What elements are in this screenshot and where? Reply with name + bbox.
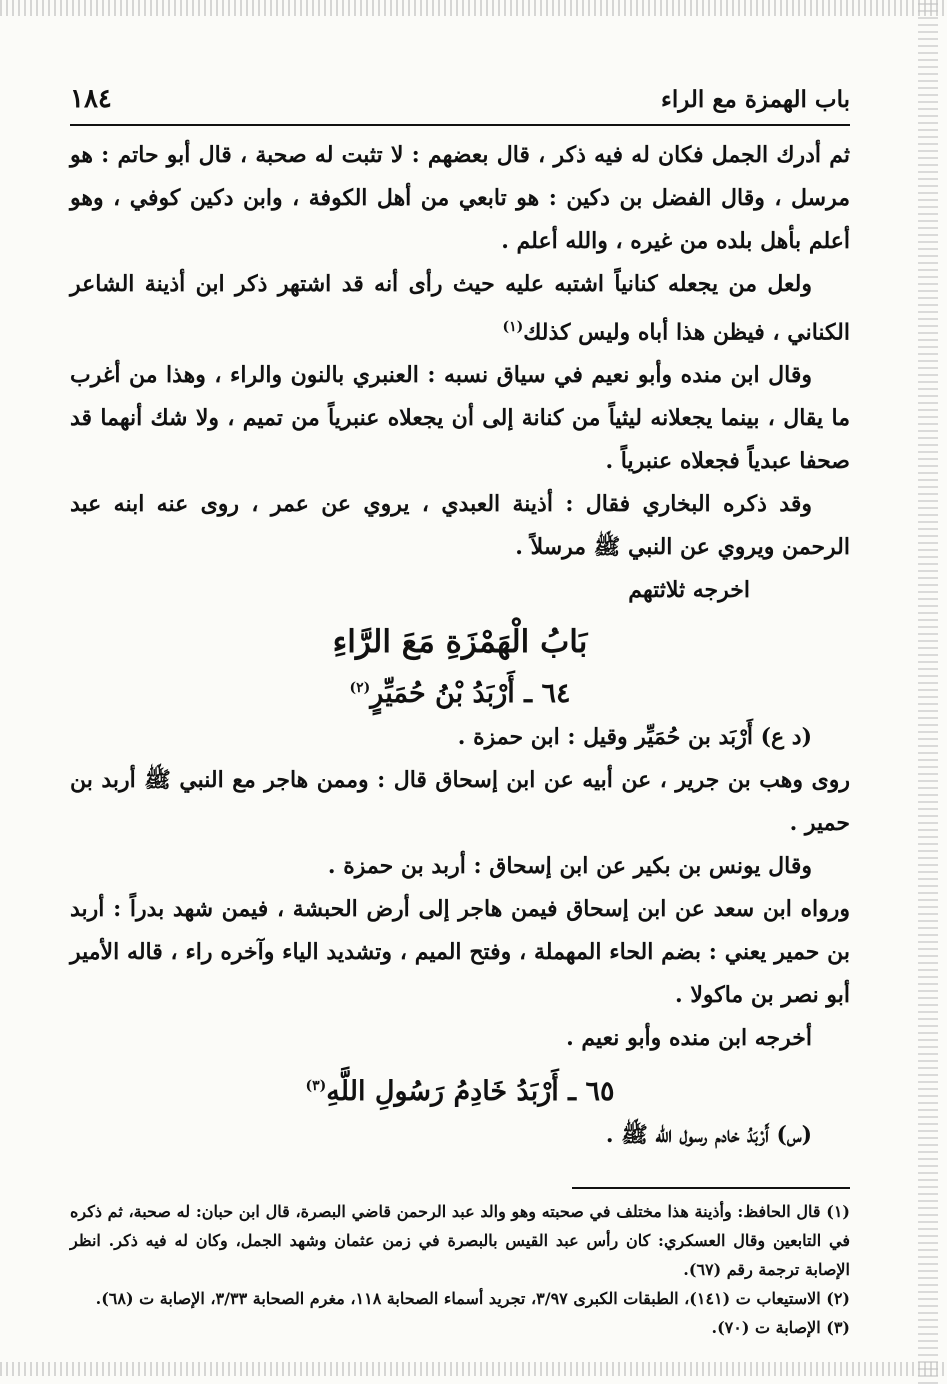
paragraph: وقال ابن منده وأبو نعيم في سياق نسبه : العنبري بالنون والراء ، وهذا من أغرب ما يقال ، بينما يجعلانه ليثياً من كنانة إلى أن يجعلاه عنبرياً من تميم ، ولا شك أنهما قد صحفا عبدياً فجعلاه عنبرياً . — [70, 362, 850, 475]
outro-line: اخرجه ثلاثتهم — [628, 577, 750, 604]
entry-title-64 — [70, 666, 850, 716]
running-title: باب الهمزة مع الراء — [661, 86, 850, 113]
decorative-border-right — [918, 0, 938, 1384]
entry-title-65 — [70, 1064, 850, 1114]
section-title: بَابُ الْهَمْزَةِ مَعَ الرَّاءِ — [332, 624, 588, 661]
book-page — [70, 84, 850, 1342]
footnote-ref: (١) — [502, 319, 524, 335]
footnote-divider — [572, 1187, 850, 1189]
entry-title-text: ٦٥ ـ أَرْبَدُ خَادِمُ رَسُولِ اللَّهِ — [326, 1076, 615, 1108]
paragraph: (س) أَرْبَدُ خادم رسول الله ﷺ . — [605, 1122, 812, 1149]
page-header — [70, 84, 850, 126]
paragraph: ثم أدرك الجمل فكان له فيه ذكر ، قال بعضهم : لا تثبت له صحبة ، قال أبو حاتم : هو مرسل ، وقال الفضل بن دكين : هو تابعي من أهل الكوفة ، وابن دكين كوفي ، وهو أعلم بأهل بلده من غيره ، والله أعلم . — [70, 142, 850, 254]
paragraph: (د ع) أَرْبَد بن حُمَيِّر وقيل : ابن حمزة . — [457, 724, 812, 751]
decorative-border-bottom — [0, 1362, 947, 1376]
decorative-border-top — [0, 0, 947, 16]
page-number: ١٨٤ — [70, 84, 112, 114]
paragraph-text: ولعل من يجعله كنانياً اشتبه عليه حيث رأى أنه قد اشتهر ذكر ابن أذينة الشاعر الكناني ، فيظن هذا أباه وليس كذلك — [70, 271, 850, 346]
footnote: (٣) الإصابة ت (٧٠). — [711, 1318, 850, 1338]
paragraph — [70, 263, 850, 354]
paragraph: وقال يونس بن بكير عن ابن إسحاق : أربد بن حمزة . — [327, 853, 812, 880]
paragraph: ورواه ابن سعد عن ابن إسحاق فيمن هاجر إلى أرض الحبشة ، فيمن شهد بدراً : أربد بن حمير يعني : بضم الحاء المهملة ، وفتح الميم ، وتشديد الياء وآخره راء ، قاله الأمير أبو نصر بن ماكولا . — [70, 896, 850, 1009]
paragraph: روى وهب بن جرير ، عن أبيه عن ابن إسحاق قال : وممن هاجر مع النبي ﷺ أربد بن حمير . — [70, 767, 850, 837]
paragraph: وقد ذكره البخاري فقال : أذينة العبدي ، يروي عن عمر ، روى عنه ابنه عبد الرحمن ويروي عن النبي ﷺ مرسلاً . — [70, 491, 850, 561]
footnote: (٢) الاستيعاب ت (١٤١)، الطبقات الكبرى ٣/٩٧، تجريد أسماء الصحابة ١١٨، مغرم الصحابة ٣/٣٣، الإصابة ت (٦٨). — [95, 1289, 850, 1309]
footnote-ref: (٢) — [349, 680, 371, 697]
paragraph: أخرجه ابن منده وأبو نعيم . — [566, 1025, 812, 1052]
footnote-ref: (٣) — [305, 1078, 327, 1095]
footnote: (١) قال الحافظ: وأذينة هذا مختلف في صحبته وهو والد عبد الرحمن قاضي البصرة، قال ابن حبان: له صحبة، ثم ذكره في التابعين وقال العسكري: كان رأس عبد القيس بالبصرة في زمن عثمان وشهد الجمل، وكان له فيه ذكر. انظر الإصابة ترجمة رقم (٦٧). — [70, 1202, 850, 1280]
main-text — [70, 134, 850, 1342]
entry-title-text: ٦٤ ـ أَرْبَدُ بْنُ حُمَيِّرٍ — [370, 678, 571, 710]
